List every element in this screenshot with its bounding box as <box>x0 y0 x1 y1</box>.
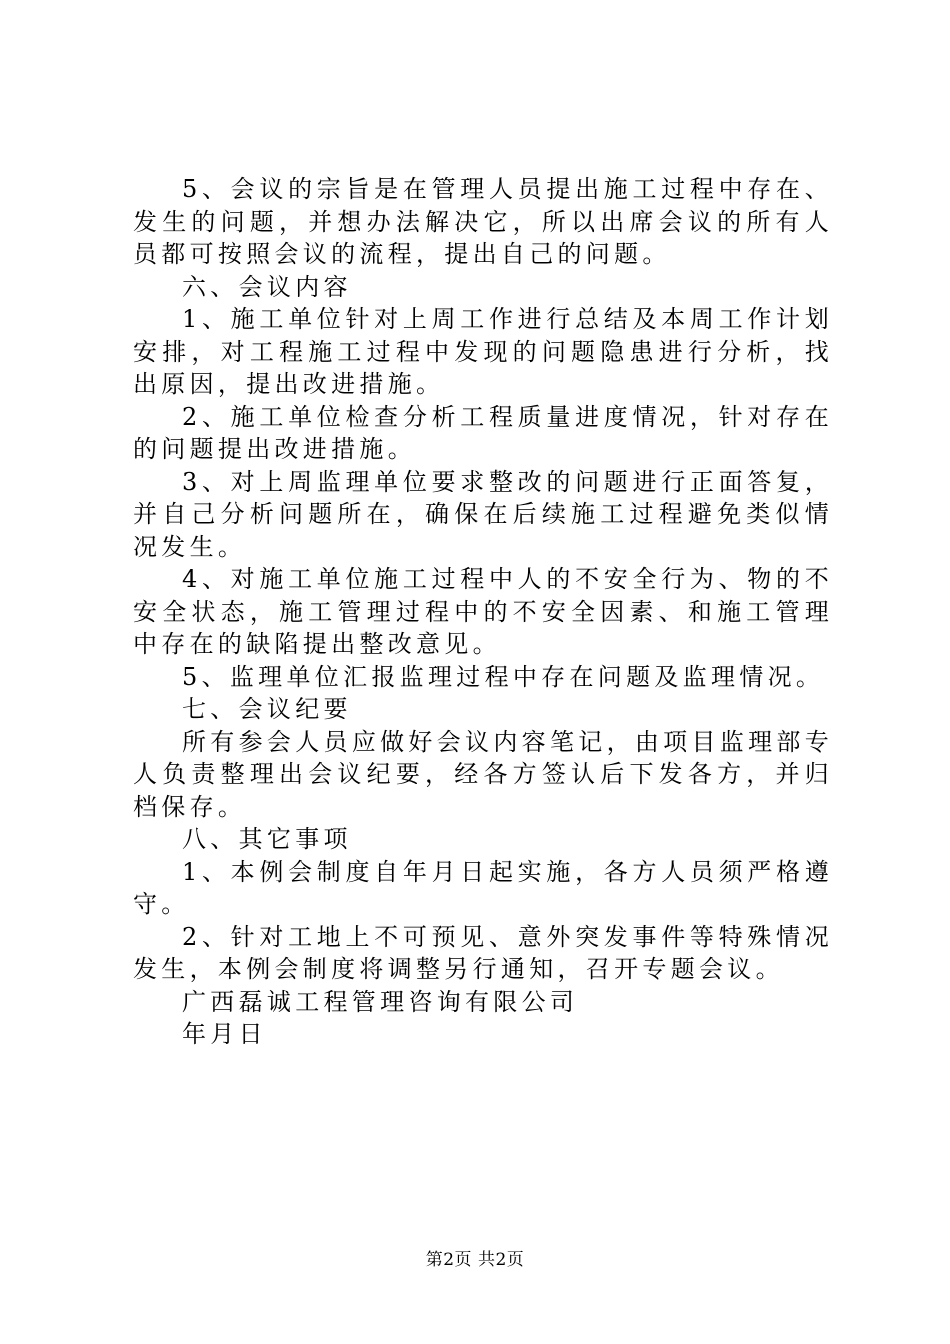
company-signature: 广西磊诚工程管理咨询有限公司 <box>182 987 579 1016</box>
heading-other-matters: 八、其它事项 <box>182 825 352 853</box>
paragraph-meeting-purpose: 5、会议的宗旨是在管理人员提出施工过程中存在、发生的问题，并想办法解决它，所以出席会议的所有人员都可按照会议的流程，提出自己的问题。 <box>133 175 833 268</box>
paragraph-content-item-3: 3、对上周监理单位要求整改的问题进行正面答复，并自己分析问题所在，确保在后续施工过程避免类似情况发生。 <box>133 467 833 561</box>
signature-date: 年月日 <box>182 1020 267 1048</box>
paragraph-other-item-2: 2、针对工地上不可预见、意外突发事件等特殊情况发生，本例会制度将调整另行通知，召开专题会议。 <box>133 922 833 983</box>
page-number-footer: 第2页 共2页 <box>425 1250 525 1270</box>
paragraph-content-item-5: 5、监理单位汇报监理过程中存在问题及监理情况。 <box>182 662 825 691</box>
paragraph-other-item-1: 1、本例会制度自年月日起实施，各方人员须严格遵守。 <box>133 857 833 918</box>
heading-meeting-content: 六、会议内容 <box>182 272 352 301</box>
paragraph-content-item-2: 2、施工单位检查分析工程质量进度情况，针对存在的问题提出改进措施。 <box>133 402 833 463</box>
paragraph-minutes: 所有参会人员应做好会议内容笔记，由项目监理部专人负责整理出会议纪要，经各方签认后下发各方，并归档保存。 <box>133 727 833 821</box>
paragraph-content-item-1: 1、施工单位针对上周工作进行总结及本周工作计划安排，对工程施工过程中发现的问题隐患进行分析，找出原因，提出改进措施。 <box>133 305 833 398</box>
paragraph-content-item-4: 4、对施工单位施工过程中人的不安全行为、物的不安全状态，施工管理过程中的不安全因素、和施工管理中存在的缺陷提出整改意见。 <box>133 565 833 658</box>
heading-meeting-minutes: 七、会议纪要 <box>182 695 352 723</box>
document-body <box>133 173 833 1051</box>
